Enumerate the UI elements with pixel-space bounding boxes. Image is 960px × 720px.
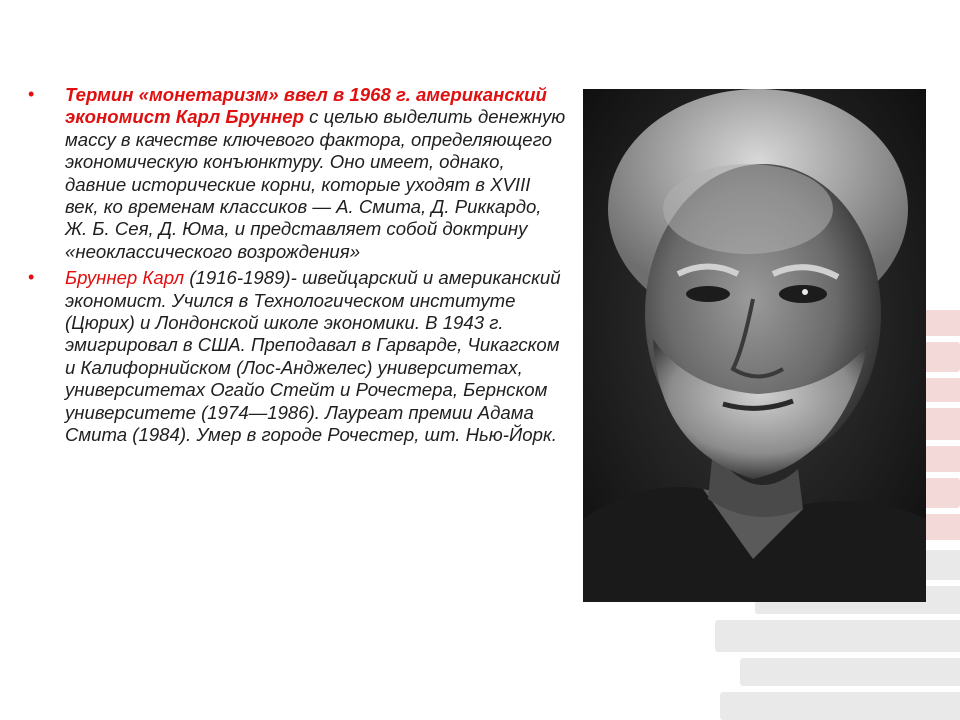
bullet-item-monetarism <box>28 84 568 263</box>
bullet-text: с целью выделить денежную массу в качестве ключевого фактора, определяющего экономическую конъюнктуру. Оно имеет, однако, давние исторические корни, которые уходят в XVIII век, ко временам классиков — А. Смита, Д. Риккардо, Ж. Б. Сея, Д. Юма, и представляет собой доктрину «неоклассического возрождения» <box>65 106 566 262</box>
bullet-highlight: Бруннер Карл <box>65 267 185 289</box>
bullet-marker: • <box>28 267 35 288</box>
bullet-item-brunner <box>28 267 568 446</box>
bullet-list <box>28 84 568 451</box>
bullet-text: (1916-1989)- швейцарский и американский экономист. Учился в Технологическом институте (Цюрих) и Лондонской школе экономики. В 1943 г. эмигрировал в США. Преподавал в Гарварде, Чикагском и Калифорнийском (Лос-Анджелес) университетах, университетах Огайо Стейт и Рочестера, Бернском университете (1974—1986). Лауреат премии Адама Смита (1984). Умер в городе Рочестер, шт. Нью-Йорк. <box>65 267 561 446</box>
bullet-marker: • <box>28 84 35 104</box>
portrait-photo <box>583 89 926 602</box>
bullet-highlight: Термин «монетаризм» ввел в 1968 г. американский экономист Карл Бруннер <box>65 84 547 128</box>
